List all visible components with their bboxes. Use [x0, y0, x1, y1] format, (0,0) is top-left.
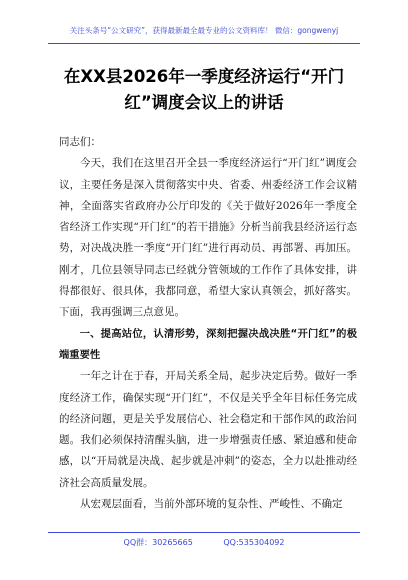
header-divider: [48, 43, 360, 44]
header-banner: 关注头条号“公文研究”，获得最新最全最专业的公文资料库！ 微信：gongwenyj: [69, 26, 339, 35]
paragraph-section1-2: 从宏观层面看，当前外部环境的复杂性、严峻性、不确定: [80, 498, 343, 511]
footer-contact: [0, 537, 408, 548]
document-title: 在XX县2026年一季度经济运行“开门红”调度会议上的讲话: [63, 67, 345, 112]
section-heading-1: 一、提高站位，认清形势，深刻把握决战决胜“开门红”的极端重要性: [59, 327, 357, 361]
footer-qq-group: QQ群：30265665: [123, 538, 193, 547]
paragraph-intro: 今天，我们在这里召开全县一季度经济运行“开门红”调度会议，主要任务是深入贯彻落实中央、省委、州委经济工作会议精神，全面落实省政府办公厅印发的《关于做好2026年一季度全省经济工作实现“开门红”的若干措施》分析当前我县经济运行态势，对决战决胜一季度“开门红”进行再动员、再部署、再加压。刚才，几位县领导同志已经就分管领域的工作作了具体安排，讲得都很好、很具体，我都同意，希望大家认真领会，抓好落实。下面，我再强调三点意见。: [59, 157, 357, 319]
paragraph-section1-1: 一年之计在于春，开局关系全局，起步决定后势。做好一季度经济工作，确保实现“开门红”，不仅是关乎全年目标任务完成的经济问题，更是关乎发展信心、社会稳定和干部作风的政治问题。我们必须保持清醒头脑，进一步增强责任感、紧迫感和使命感，以“开局就是决战、起步就是冲刺”的姿态，全力以赴推动经济社会高质量发展。: [59, 370, 357, 489]
footer-qq-number: QQ:535304092: [223, 538, 285, 547]
salutation: 同志们：: [59, 136, 101, 148]
footer-divider: [48, 532, 360, 533]
document-body: [59, 132, 357, 515]
